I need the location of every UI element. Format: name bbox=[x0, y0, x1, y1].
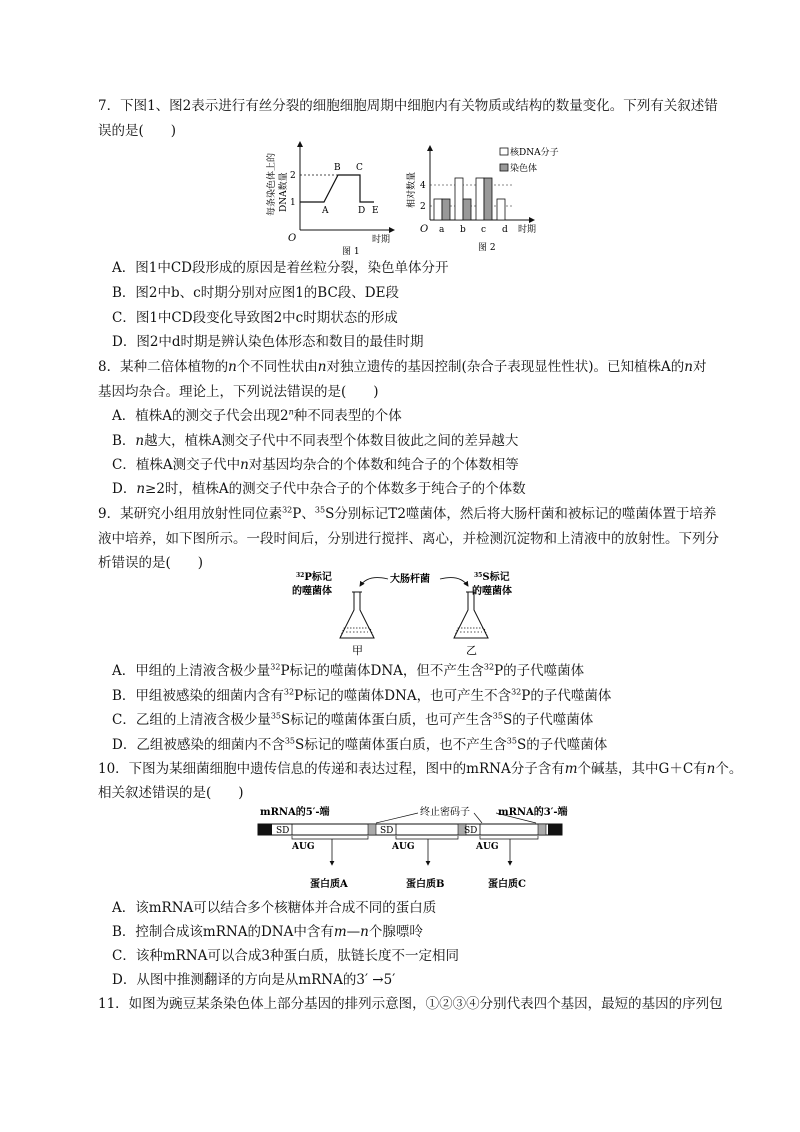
q10-option-c: C．该种mRNA可以合成3种蛋白质，肽链长度不一定相同 bbox=[112, 948, 459, 964]
q7-figure2 bbox=[402, 142, 572, 256]
q9-a-sup2: 32 bbox=[483, 662, 495, 672]
q10-fig-sd3: SD bbox=[464, 826, 478, 836]
fig1-label-B: B bbox=[334, 163, 341, 173]
q10-option-b bbox=[112, 922, 752, 942]
q9-b3: P的子代噬菌体 bbox=[521, 688, 612, 704]
q10-fig-sd2: SD bbox=[380, 826, 394, 836]
q8-c1: C．植株A测交子代中 bbox=[112, 457, 241, 473]
q7-option-c: C．图1中CD段变化导致图2中c时期状态的形成 bbox=[112, 310, 398, 326]
svg-text:32P标记 bbox=[296, 570, 332, 583]
q9-option-c bbox=[112, 710, 752, 730]
q10-b1: B．控制合成该mRNA的DNA中含有 bbox=[112, 924, 334, 940]
q9-fig-left-l2: 的噬菌体 bbox=[292, 586, 332, 597]
fig2-bar-b-dna bbox=[455, 178, 463, 220]
q10-fig-stop: 终止密码子 bbox=[420, 807, 470, 818]
fig2-bars bbox=[434, 178, 505, 220]
fig2-caption: 图 2 bbox=[478, 243, 496, 253]
q10-b-n: n bbox=[360, 924, 369, 940]
q8-stem-line2: 基因均杂合。理论上，下列说法错误的是( ) bbox=[98, 384, 379, 400]
q9-stem-line1 bbox=[98, 504, 738, 524]
q9-c2: S标记的噬菌体蛋白质，也可产生含 bbox=[281, 712, 493, 728]
q10-s1: 10．下图为某细菌细胞中遗传信息的传递和表达过程，图中的mRNA分子含有 bbox=[98, 761, 565, 777]
q8-stem-line1 bbox=[98, 357, 738, 377]
fig1-label-E: E bbox=[372, 206, 379, 216]
q7-stem-line2: 误的是( ) bbox=[98, 123, 177, 139]
q10-b-dash: — bbox=[346, 924, 361, 940]
q10-fig-protB: 蛋白质B bbox=[406, 879, 445, 890]
q10-m: m bbox=[564, 761, 578, 777]
q9-fig-jia: 甲 bbox=[352, 644, 363, 657]
q10-b-m: m bbox=[333, 924, 347, 940]
q9-d1: D．乙组被感染的细菌内不含 bbox=[112, 737, 285, 753]
q7-option-a: A．图1中CD段形成的原因是着丝粒分裂，染色单体分开 bbox=[112, 260, 449, 276]
legend-dna: 核DNA分子 bbox=[510, 148, 559, 158]
q9-fig-right-l2: 的噬菌体 bbox=[472, 586, 512, 597]
fig1-caption: 图 1 bbox=[342, 247, 360, 256]
flask-yi bbox=[454, 592, 488, 638]
q7-option-b: B．图2中b、c时期分别对应图1的BC段、DE段 bbox=[112, 285, 399, 301]
legend-dna-swatch bbox=[500, 148, 508, 155]
q9-option-a bbox=[112, 661, 752, 681]
q9-s1: 9．某研究小组用放射性同位素 bbox=[98, 506, 283, 522]
q10-fig-protC: 蛋白质C bbox=[488, 879, 526, 890]
fig1-label-C: C bbox=[356, 163, 363, 173]
fig2-cat-c: c bbox=[481, 225, 487, 235]
q9-fig-left-l1: P标记 bbox=[304, 572, 332, 583]
svg-text:35S标记 bbox=[474, 570, 510, 583]
q8-a2: 种不同表型的个体 bbox=[293, 408, 402, 424]
legend-chrom-swatch bbox=[500, 164, 508, 171]
flask-jia bbox=[340, 592, 374, 638]
q9-d-sup2: 35 bbox=[506, 736, 517, 746]
q9-figure bbox=[288, 570, 538, 658]
q8-d2: ≥2时，植株A的测交子代中杂合子的个体数多于纯合子的个体数 bbox=[145, 481, 526, 497]
q8-d1: D． bbox=[112, 481, 137, 497]
fig2-y2: 2 bbox=[420, 202, 426, 212]
fig1-label-A: A bbox=[322, 206, 329, 216]
q9-sup32: 32 bbox=[282, 505, 293, 515]
q9-d2: S标记的噬菌体蛋白质，也不产生含 bbox=[295, 737, 507, 753]
q11-stem: 11．如图为豌豆某条染色体上部分基因的排列示意图，①②③④分别代表四个基因，最短的基因的序列包 bbox=[98, 996, 723, 1012]
q9-s2: P、 bbox=[292, 506, 315, 522]
fig2-xlabel: 时期 bbox=[518, 225, 537, 235]
q8-s4: 对 bbox=[693, 359, 707, 375]
fig1-label-D: D bbox=[358, 206, 366, 216]
q9-b-sup2: 32 bbox=[511, 687, 522, 697]
q10-n: n bbox=[706, 761, 716, 777]
q7-figure1 bbox=[262, 138, 402, 256]
fig1-xlabel: 时期 bbox=[372, 235, 391, 245]
q9-b-sup1: 32 bbox=[283, 687, 295, 697]
q9-c3: S的子代噬菌体 bbox=[502, 712, 594, 728]
q8-b-n: n bbox=[135, 433, 145, 449]
q8-b2: 越大，植株A测交子代中不同表型个体数目彼此之间的差异越大 bbox=[144, 433, 519, 449]
q10-figure bbox=[252, 803, 572, 895]
q9-d3: S的子代噬菌体 bbox=[516, 737, 608, 753]
q9-fig-middle: 大肠杆菌 bbox=[390, 574, 430, 585]
q9-fig-sup32: 32 bbox=[296, 572, 305, 579]
fig2-cat-d: d bbox=[502, 225, 508, 235]
q8-a1: A．植株A的测交子代会出现2 bbox=[112, 408, 289, 424]
fig1-line bbox=[300, 175, 374, 202]
q10-fig-aug3: AUG bbox=[476, 842, 499, 852]
q9-stem-line2: 液中培养，如下图所示。一段时间后，分别进行搅拌、离心，并检测沉淀物和上清液中的放射性。下列分 bbox=[98, 531, 719, 547]
q8-s3: 对独立遗传的基因控制(杂合子表现显性性状)。已知植株A的 bbox=[326, 359, 685, 375]
q8-s2: 个不同性状由 bbox=[236, 359, 318, 375]
q9-c1: C．乙组的上清液含极少量 bbox=[112, 712, 271, 728]
q10-fig-mrna5: mRNA的5′-端 bbox=[260, 807, 330, 818]
q9-stem-line3: 析错误的是( ) bbox=[98, 555, 204, 571]
q9-a1: A．甲组的上清液含极少量 bbox=[112, 663, 271, 679]
q9-fig-yi: 乙 bbox=[466, 644, 477, 657]
fig1-ylabel-line2: DNA数量 bbox=[279, 172, 289, 212]
q9-fig-sup35: 35 bbox=[474, 572, 483, 579]
q7-option-d: D．图2中d时期是辨认染色体形态和数目的最佳时期 bbox=[112, 334, 424, 350]
fig2-cat-b: b bbox=[460, 225, 466, 235]
q8-n2: n bbox=[317, 359, 327, 375]
q7-stem-line1: 7．下图1、图2表示进行有丝分裂的细胞细胞周期中细胞内有关物质或结构的数量变化。下列有关叙述错 bbox=[98, 98, 718, 114]
q10-s2: 个碱基，其中G＋C有 bbox=[577, 761, 707, 777]
q9-d-sup1: 35 bbox=[284, 736, 296, 746]
q8-option-b bbox=[112, 431, 752, 451]
fig1-ylabel-line1: 每条染色体上的 bbox=[267, 152, 277, 216]
q8-c-n: n bbox=[240, 457, 249, 473]
q8-option-d bbox=[112, 479, 752, 499]
q10-b2: 个腺嘌呤 bbox=[368, 924, 423, 940]
fig2-bar-c-dna bbox=[476, 178, 484, 220]
q10-option-a: A．该mRNA可以结合多个核糖体并合成不同的蛋白质 bbox=[112, 900, 437, 916]
legend-chrom: 染色体 bbox=[510, 164, 538, 174]
q10-fig-protA: 蛋白质A bbox=[310, 879, 348, 890]
q9-b1: B．甲组被感染的细菌内含有 bbox=[112, 688, 284, 704]
q10-fig-aug1: AUG bbox=[292, 842, 315, 852]
fig2-bar-a-dna bbox=[434, 199, 442, 220]
q10-option-d: D．从图中推测翻译的方向是从mRNA的3′ →5′ bbox=[112, 972, 396, 988]
q8-c2: 对基因均杂合的个体数和纯合子的个体数相等 bbox=[248, 457, 519, 473]
q9-b2: P标记的噬菌体DNA，也可产生不含 bbox=[294, 688, 512, 704]
q9-c-sup2: 35 bbox=[492, 711, 503, 721]
q8-option-a bbox=[112, 406, 752, 426]
q8-option-c bbox=[112, 455, 752, 475]
q9-sup35: 35 bbox=[314, 505, 326, 515]
q8-d-n: n bbox=[136, 481, 146, 497]
q8-n3: n bbox=[684, 359, 693, 375]
q10-fig-sd1: SD bbox=[276, 826, 290, 836]
mrna-strand bbox=[258, 824, 562, 835]
fig2-ylabel: 相对数量 bbox=[407, 171, 417, 208]
q8-a-sup: n bbox=[288, 407, 294, 417]
q10-fig-aug2: AUG bbox=[392, 842, 415, 852]
q9-s3: S分别标记T2噬菌体，然后将大肠杆菌和被标记的噬菌体置于培养 bbox=[325, 506, 717, 522]
fig2-y4: 4 bbox=[420, 181, 426, 191]
q8-n: n bbox=[228, 359, 237, 375]
q9-a-sup1: 32 bbox=[270, 662, 281, 672]
fig2-bar-d-dna bbox=[497, 199, 505, 220]
q9-a2: P标记的噬菌体DNA，但不产生含 bbox=[280, 663, 484, 679]
fig2-bar-b-chrom bbox=[463, 199, 471, 220]
q10-stem-line1 bbox=[98, 759, 743, 779]
q9-c-sup1: 35 bbox=[270, 711, 282, 721]
q9-a3: P的子代噬菌体 bbox=[494, 663, 585, 679]
q10-s3: 个。 bbox=[715, 761, 743, 777]
fig1-y1: 1 bbox=[290, 198, 296, 208]
fig2-cat-a: a bbox=[439, 225, 445, 235]
fig1-origin: O bbox=[288, 233, 297, 244]
q10-stem-line2: 相关叙述错误的是( ) bbox=[98, 785, 244, 801]
q9-fig-right-l1: S标记 bbox=[482, 572, 510, 583]
fig2-bar-a-chrom bbox=[442, 199, 450, 220]
fig2-origin: O bbox=[420, 224, 429, 235]
q8-b1: B． bbox=[112, 433, 136, 449]
q9-option-b bbox=[112, 686, 752, 706]
q8-s1: 8．某种二倍体植物的 bbox=[98, 359, 229, 375]
fig1-y2: 2 bbox=[290, 171, 296, 181]
q10-fig-mrna3: mRNA的3′-端 bbox=[498, 807, 568, 818]
q9-option-d bbox=[112, 735, 752, 755]
fig2-bar-c-chrom bbox=[484, 178, 492, 220]
